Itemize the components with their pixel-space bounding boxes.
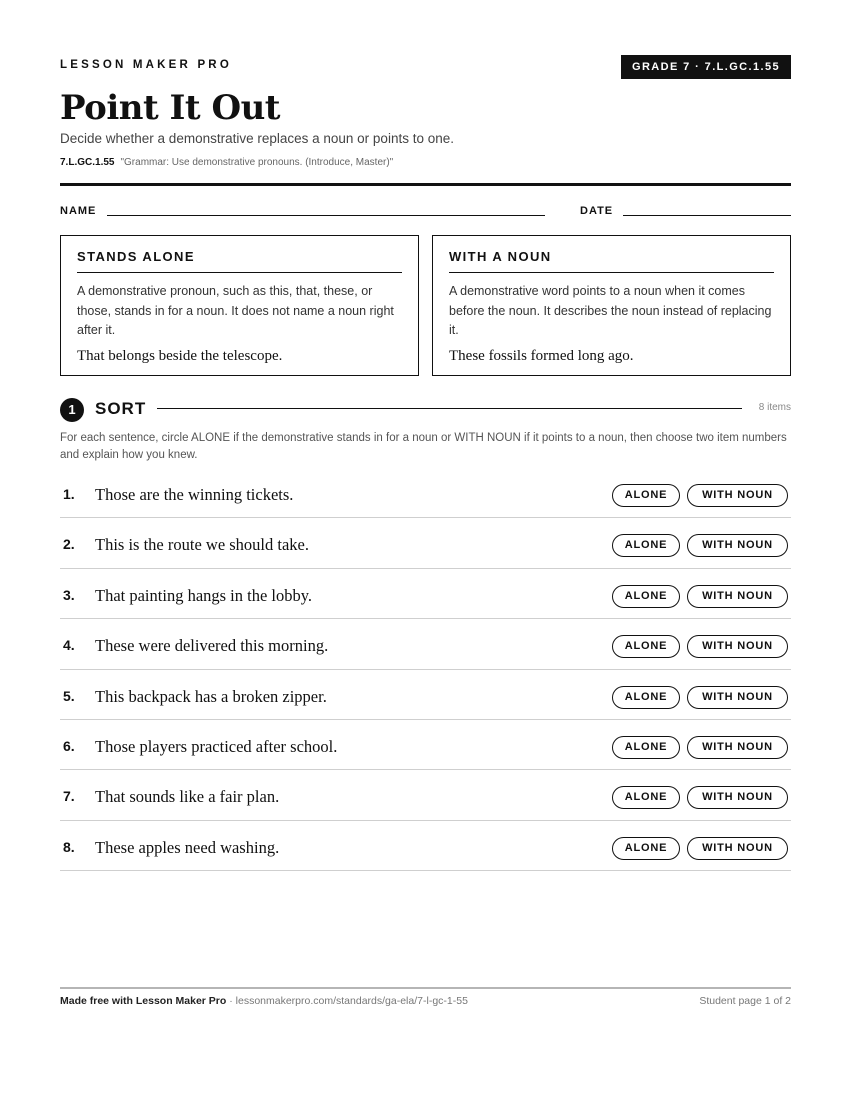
with-noun-option[interactable]: WITH NOUN bbox=[687, 534, 788, 557]
with-noun-option[interactable]: WITH NOUN bbox=[687, 686, 788, 709]
item-number: 1. bbox=[63, 486, 75, 502]
item-number: 5. bbox=[63, 687, 75, 704]
alone-option[interactable]: ALONE bbox=[612, 837, 680, 860]
item-sentence: This is the route we should take. bbox=[95, 535, 310, 555]
sort-item-list bbox=[60, 468, 791, 871]
page-indicator: Student page 1 of 2 bbox=[699, 995, 791, 1007]
with-noun-option[interactable]: WITH NOUN bbox=[687, 635, 788, 658]
item-number: 2. bbox=[63, 536, 75, 553]
rule-box-with-noun bbox=[432, 235, 791, 376]
sort-item bbox=[60, 468, 791, 518]
alone-option[interactable]: ALONE bbox=[612, 786, 680, 809]
rule-box-heading: WITH A NOUN bbox=[449, 249, 774, 273]
name-field[interactable] bbox=[107, 215, 545, 216]
rule-box-stands-alone bbox=[60, 235, 419, 376]
item-number: 8. bbox=[63, 838, 75, 855]
item-number: 7. bbox=[63, 788, 75, 805]
rule-box-description: A demonstrative word points to a noun when it comes before the noun. It describes the noun instead of replacing it. bbox=[449, 284, 772, 337]
sort-item bbox=[60, 670, 791, 720]
with-noun-option[interactable]: WITH NOUN bbox=[687, 585, 788, 608]
item-number: 6. bbox=[63, 737, 75, 754]
alone-option[interactable]: ALONE bbox=[612, 484, 680, 507]
alone-option[interactable]: ALONE bbox=[612, 534, 680, 557]
with-noun-option[interactable]: WITH NOUN bbox=[687, 837, 788, 860]
rule-box-example: These fossils formed long ago. bbox=[449, 347, 634, 364]
with-noun-option[interactable]: WITH NOUN bbox=[687, 786, 788, 809]
footer-made-with: Made free with Lesson Maker Pro bbox=[60, 995, 227, 1007]
section-instructions: For each sentence, circle ALONE if the demonstrative stands in for a noun or WITH NOUN if it points to a noun, then choose two item numbers and explain how you knew. bbox=[60, 432, 787, 461]
sort-item bbox=[60, 569, 791, 619]
section-number-badge: 1 bbox=[60, 398, 84, 422]
sort-item bbox=[60, 770, 791, 820]
footer-url: · lessonmakerpro.com/standards/ga-ela/7-l-gc-1-55 bbox=[226, 995, 468, 1007]
item-sentence: That painting hangs in the lobby. bbox=[95, 585, 313, 605]
date-label: DATE bbox=[580, 205, 614, 217]
item-count: 8 items bbox=[758, 402, 791, 413]
item-sentence: That sounds like a fair plan. bbox=[95, 787, 280, 807]
section-rule bbox=[157, 408, 742, 409]
date-field[interactable] bbox=[623, 215, 791, 216]
name-label: NAME bbox=[60, 205, 97, 217]
page-subtitle: Decide whether a demonstrative replaces a noun or points to one. bbox=[60, 131, 454, 146]
sort-item bbox=[60, 821, 791, 871]
header-divider bbox=[60, 183, 791, 186]
with-noun-option[interactable]: WITH NOUN bbox=[687, 484, 788, 507]
item-sentence: Those players practiced after school. bbox=[95, 736, 338, 756]
sort-item bbox=[60, 518, 791, 568]
alone-option[interactable]: ALONE bbox=[612, 585, 680, 608]
standard-code: 7.L.GC.1.55 bbox=[60, 157, 115, 168]
item-sentence: These were delivered this morning. bbox=[95, 636, 329, 656]
standard-description: "Grammar: Use demonstrative pronouns. (Introduce, Master)" bbox=[120, 157, 394, 168]
alone-option[interactable]: ALONE bbox=[612, 635, 680, 658]
worksheet-page bbox=[60, 0, 791, 1100]
item-number: 4. bbox=[63, 637, 75, 654]
item-sentence: This backpack has a broken zipper. bbox=[95, 686, 327, 706]
sort-item bbox=[60, 619, 791, 669]
rule-box-heading: STANDS ALONE bbox=[77, 249, 402, 273]
rule-box-description: A demonstrative pronoun, such as this, that, these, or those, stands in for a noun. It does not name a noun right after it. bbox=[77, 284, 394, 337]
standard-line bbox=[60, 157, 393, 168]
footer-credit bbox=[60, 995, 468, 1007]
with-noun-option[interactable]: WITH NOUN bbox=[687, 736, 788, 759]
grade-badge: GRADE 7 · 7.L.GC.1.55 bbox=[621, 55, 791, 79]
item-number: 3. bbox=[63, 586, 75, 603]
footer-divider bbox=[60, 987, 791, 989]
alone-option[interactable]: ALONE bbox=[612, 736, 680, 759]
rule-box-example: That belongs beside the telescope. bbox=[77, 347, 283, 364]
item-sentence: Those are the winning tickets. bbox=[95, 485, 294, 504]
brand-name: LESSON MAKER PRO bbox=[60, 59, 232, 71]
alone-option[interactable]: ALONE bbox=[612, 686, 680, 709]
page-title: Point It Out bbox=[60, 88, 280, 128]
item-sentence: These apples need washing. bbox=[95, 837, 280, 857]
section-title: SORT bbox=[95, 399, 147, 418]
sort-item bbox=[60, 720, 791, 770]
